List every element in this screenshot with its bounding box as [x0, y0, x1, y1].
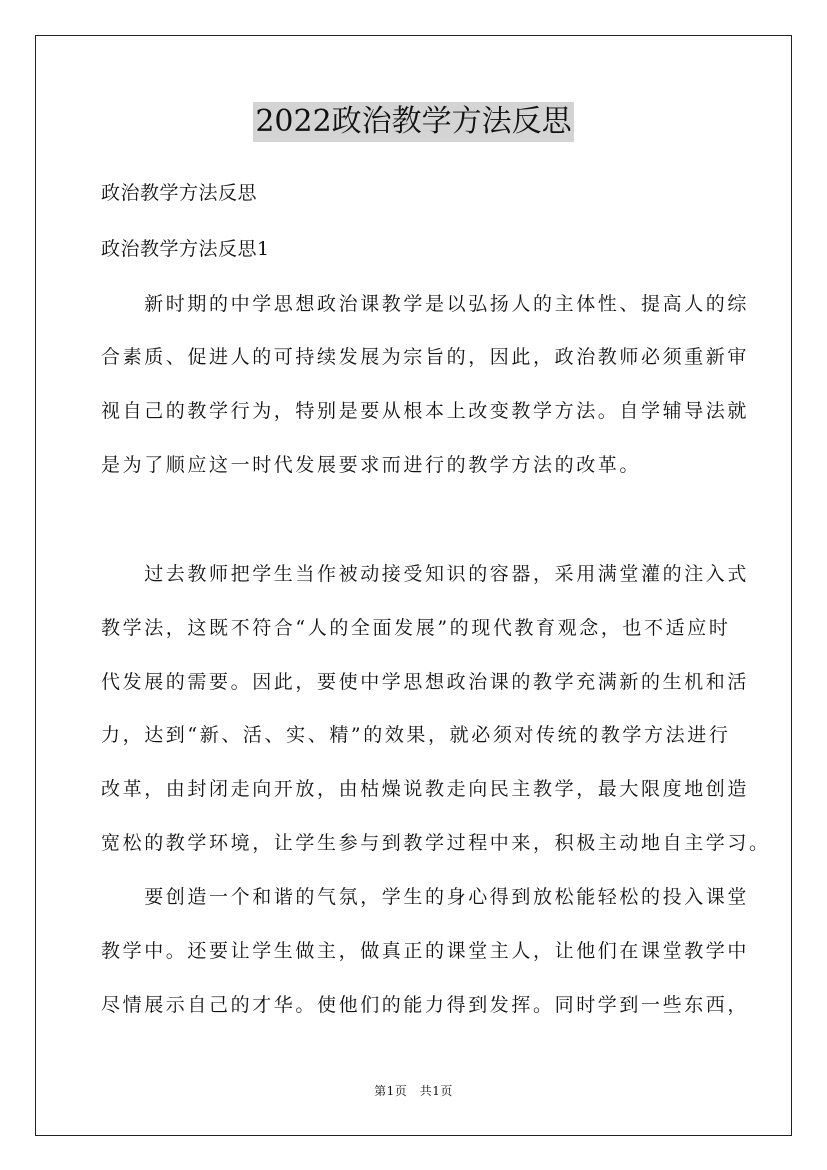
paragraph-line: 是为了顺应这一时代发展要求而进行的教学方法的改革。: [101, 454, 642, 476]
paragraph-line: 视自己的教学行为，特别是要从根本上改变教学方法。自学辅导法就: [101, 400, 750, 422]
title-container: [0, 102, 827, 142]
paragraph-line: 合素质、促进人的可持续发展为宗旨的，因此，政治教师必须重新审: [101, 346, 750, 368]
paragraph-line: 新时期的中学思想政治课教学是以弘扬人的主体性、提高人的综: [101, 293, 750, 315]
paragraph-line: 过去教师把学生当作被动接受知识的容器，采用满堂灌的注入式: [101, 563, 750, 585]
paragraph-line: 尽情展示自己的才华。使他们的能力得到发挥。同时学到一些东西，: [101, 994, 750, 1016]
page-footer: 第1页 共1页: [374, 1084, 453, 1098]
document-title: 2022政治教学方法反思: [253, 102, 573, 142]
paragraph-line: 教学法，这既不符合“人的全面发展”的现代教育观念，也不适应时: [101, 617, 731, 639]
paragraph-line: 改革，由封闭走向开放，由枯燥说教走向民主教学，最大限度地创造: [101, 778, 750, 800]
paragraph-line: 代发展的需要。因此，要使中学思想政治课的教学充满新的生机和活: [101, 671, 750, 693]
paragraph-line: 宽松的教学环境，让学生参与到教学过程中来，积极主动地自主学习。: [101, 832, 771, 854]
paragraph-line: 力，达到“新、活、实、精”的效果，就必须对传统的教学方法进行: [101, 724, 731, 746]
paragraph-line: 教学中。还要让学生做主，做真正的课堂主人，让他们在课堂教学中: [101, 940, 750, 962]
paragraph-line: 要创造一个和谐的气氛，学生的身心得到放松能轻松的投入课堂: [101, 886, 750, 908]
subsection-heading: 政治教学方法反思1: [101, 238, 270, 260]
section-heading: 政治教学方法反思: [101, 182, 258, 204]
